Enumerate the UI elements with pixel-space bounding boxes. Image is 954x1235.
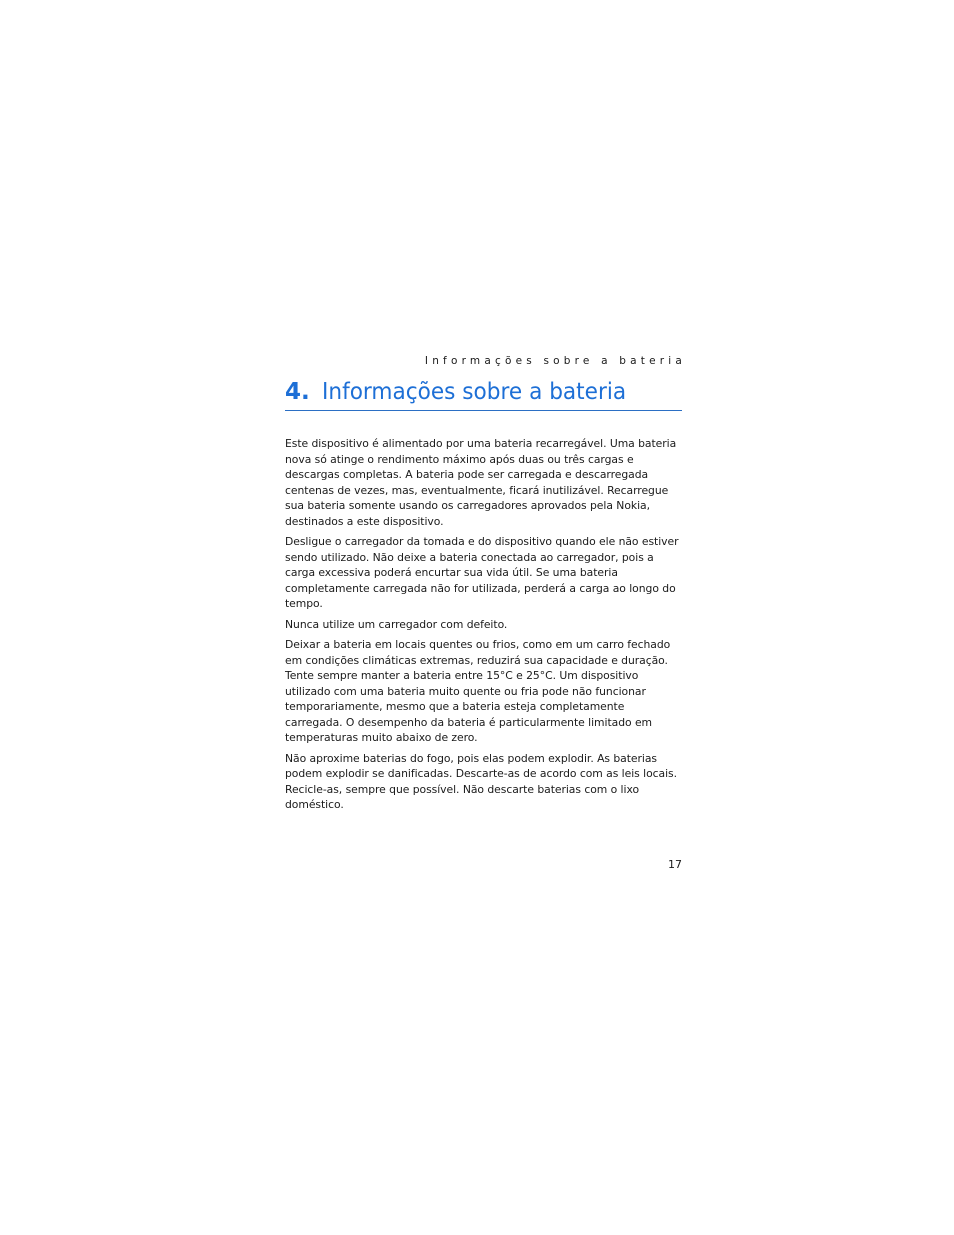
chapter-heading	[285, 376, 682, 411]
running-header: Informações sobre a bateria	[424, 355, 686, 367]
paragraph-temperature: Deixar a bateria em locais quentes ou frios, como em um carro fechado em condições climáticas extremas, reduzirá sua capacidade e duração. Tente sempre manter a bateria entre 15°C e 25°C. Um dispositivo utilizado com uma bateria muito quente ou fria pode não funcionar temporariamente, mesmo que a bateria esteja completamente carregada. O desempenho da bateria é particularmente limitado em temperaturas muito abaixo de zero.	[285, 638, 671, 744]
chapter-number: 4.	[285, 379, 310, 405]
paragraph-charger-disconnect: Desligue o carregador da tomada e do dispositivo quando ele não estiver sendo utilizado. Não deixe a bateria conectada ao carregador, pois a carga excessiva poderá encurtar sua vida útil. Se uma bateria completamente carregada não for utilizada, perderá a carga ao longo do tempo.	[285, 535, 679, 610]
chapter-title: Informações sobre a bateria	[322, 379, 627, 405]
paragraph-intro: Este dispositivo é alimentado por uma bateria recarregável. Uma bateria nova só atinge o rendimento máximo após duas ou três cargas e descargas completas. A bateria pode ser carregada e descarregada centenas de vezes, mas, eventualmente, ficará inutilizável. Recarregue sua bateria somente usando os carregadores aprovados pela Nokia, destinados a este dispositivo.	[285, 437, 677, 528]
document-page	[285, 0, 686, 1235]
page-number: 17	[668, 858, 682, 871]
paragraph-disposal: Não aproxime baterias do fogo, pois elas podem explodir. As baterias podem explodir se danificadas. Descarte-as de acordo com as leis locais. Recicle-as, sempre que possível. Não descarte baterias com o lixo doméstico.	[285, 751, 677, 811]
paragraph-defective-charger: Nunca utilize um carregador com defeito.	[285, 617, 508, 631]
body-text	[285, 436, 682, 818]
